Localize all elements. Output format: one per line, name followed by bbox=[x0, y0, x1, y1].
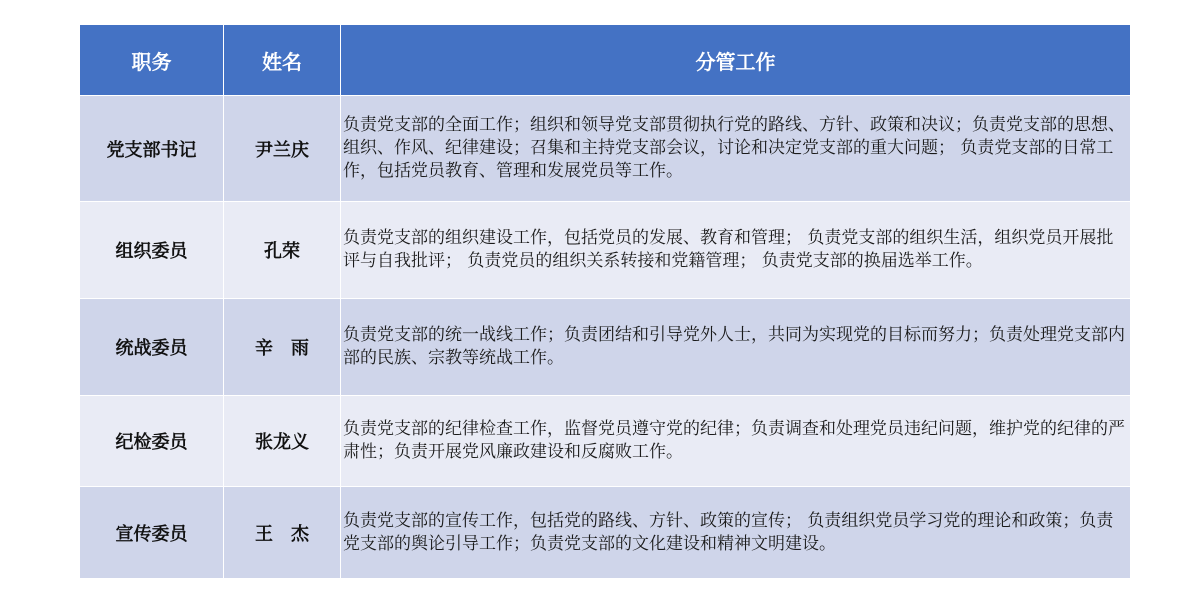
row-name: 辛 雨 bbox=[224, 299, 341, 396]
row-duty: 负责党支部的纪律检查工作，监督党员遵守党的纪律；负责调查和处理党员违纪问题，维护党的纪律的严肃性；负责开展党风廉政建设和反腐败工作。 bbox=[341, 396, 1131, 487]
header-name: 姓名 bbox=[224, 25, 341, 96]
table-row bbox=[80, 487, 1131, 579]
row-role: 纪检委员 bbox=[80, 396, 224, 487]
row-role: 党支部书记 bbox=[80, 96, 224, 202]
table-row bbox=[80, 202, 1131, 299]
row-name: 孔荣 bbox=[224, 202, 341, 299]
row-role: 统战委员 bbox=[80, 299, 224, 396]
table-row bbox=[80, 299, 1131, 396]
header-duty: 分管工作 bbox=[341, 25, 1131, 96]
row-name: 张龙义 bbox=[224, 396, 341, 487]
row-duty: 负责党支部的统一战线工作；负责团结和引导党外人士，共同为实现党的目标而努力；负责处理党支部内部的民族、宗教等统战工作。 bbox=[341, 299, 1131, 396]
row-duty: 负责党支部的全面工作；组织和领导党支部贯彻执行党的路线、方针、政策和决议；负责党支部的思想、组织、作风、纪律建设；召集和主持党支部会议，讨论和决定党支部的重大问题； 负责党支部的日常工作，包括党员教育、管理和发展党员等工作。 bbox=[341, 96, 1131, 202]
header-role: 职务 bbox=[80, 25, 224, 96]
committee-duty-table bbox=[79, 25, 1131, 579]
row-name: 王 杰 bbox=[224, 487, 341, 579]
duty-table-container bbox=[79, 25, 1130, 579]
table-header-row bbox=[80, 25, 1131, 96]
row-role: 宣传委员 bbox=[80, 487, 224, 579]
table-row bbox=[80, 396, 1131, 487]
row-name: 尹兰庆 bbox=[224, 96, 341, 202]
row-role: 组织委员 bbox=[80, 202, 224, 299]
row-duty: 负责党支部的组织建设工作，包括党员的发展、教育和管理； 负责党支部的组织生活，组织党员开展批评与自我批评； 负责党员的组织关系转接和党籍管理； 负责党支部的换届选举工作。 bbox=[341, 202, 1131, 299]
row-duty: 负责党支部的宣传工作，包括党的路线、方针、政策的宣传； 负责组织党员学习党的理论和政策；负责党支部的舆论引导工作；负责党支部的文化建设和精神文明建设。 bbox=[341, 487, 1131, 579]
table-row bbox=[80, 96, 1131, 202]
